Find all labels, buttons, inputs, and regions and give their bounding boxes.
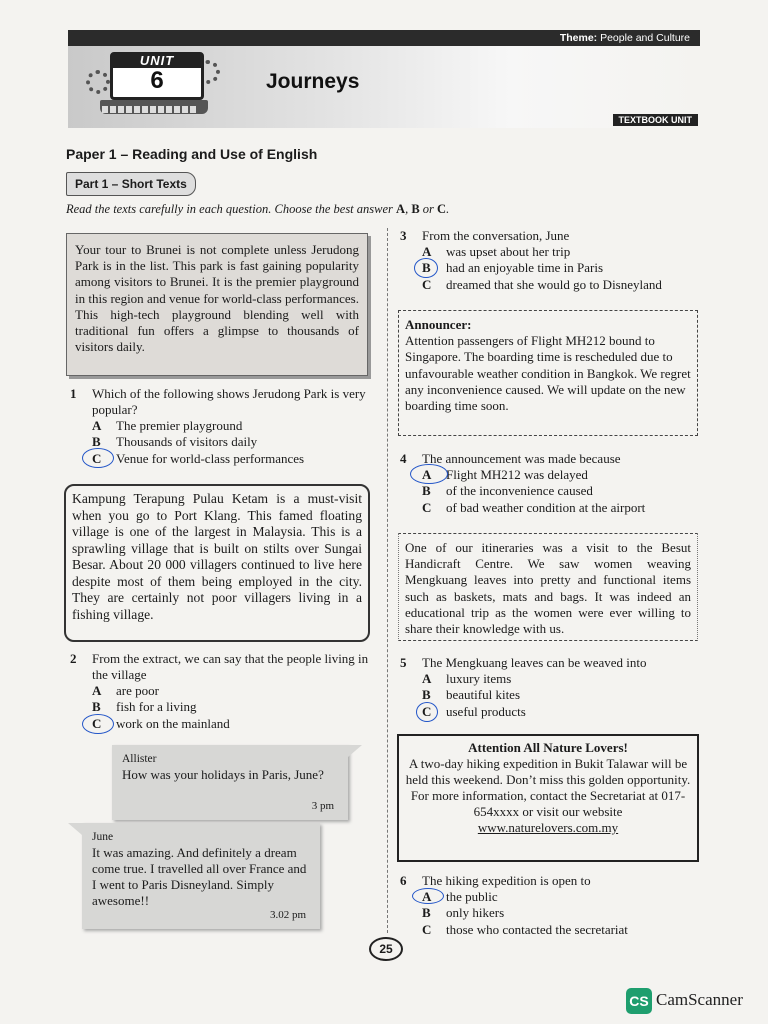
option-b[interactable]: B Thousands of visitors daily — [92, 434, 258, 450]
option-a[interactable]: A the public — [422, 889, 700, 905]
sender-name: Allister — [122, 753, 157, 765]
theme-label: Theme: People and Culture — [559, 32, 690, 44]
message-time: 3 pm — [311, 800, 334, 812]
answer-mark-circle — [412, 888, 444, 904]
unit-number: 6 — [150, 67, 164, 94]
option-a[interactable]: A The premier playground — [92, 418, 243, 433]
option-b[interactable]: B fish for a living — [92, 699, 197, 715]
text-nature-lovers — [397, 734, 699, 862]
paper-title: Paper 1 – Reading and Use of English — [66, 146, 318, 162]
announcer-body: Attention passengers of Flight MH212 bound to Singapore. The boarding time is rescheduled due to unfavourable weather condition in Bangkok. We regret any inconvenience caused. We will update on the new boarding time soon. — [405, 333, 691, 414]
page-number: 25 — [369, 937, 403, 961]
camscanner-text: CamScanner — [656, 990, 743, 1009]
laptop-icon — [98, 50, 228, 118]
question-2: 2 From the extract, we can say that the people living in the village A are poor B fish for a living C work on the mainland — [70, 651, 370, 732]
question-stem: From the conversation, June — [422, 228, 570, 243]
option-a[interactable]: A Flight MH212 was delayed — [422, 467, 700, 483]
option-b[interactable]: B beautiful kites — [422, 687, 521, 703]
notice-body: A two-day hiking expedition in Bukit Talawar will be held this weekend. Don’t miss this golden opportunity. For more information, contact the Secretariat at 017-654xxxx or visit our website — [405, 756, 691, 819]
message-time: 3.02 pm — [269, 909, 306, 921]
question-3: 3 From the conversation, June A was upset about her trip B had an enjoyable time in Paris C dreamed that she would go to Disneyland — [400, 228, 700, 293]
textbook-unit-tag: TEXTBOOK UNIT — [613, 114, 699, 126]
question-1: 1 Which of the following shows Jerudong Park is very popular? A The premier playground B Thousands of visitors daily C Venue for world-class performances — [70, 386, 370, 467]
question-4: 4 The announcement was made because A Flight MH212 was delayed B of the inconvenience caused C of bad weather condition at the airport — [400, 451, 700, 516]
part-label: Part 1 – Short Texts — [66, 172, 196, 196]
question-stem: From the extract, we can say that the people living in the village — [92, 651, 369, 682]
unit-header — [68, 30, 700, 128]
option-b[interactable]: B only hikers — [422, 905, 505, 921]
unit-title: Journeys — [266, 70, 360, 93]
text-kampung: Kampung Terapung Pulau Ketam is a must-visit when you go to Port Klang. This famed floating village is one of the largest in Malaysia. This is a sprawling village that is built on stilts over Sungai Besar. About 20 000 villagers continued to live here despite most of them being employed in the city. They are certainly not poor villagers living in a fishing village. — [64, 484, 370, 642]
option-a[interactable]: A was upset about her trip — [422, 244, 571, 259]
chat-bubble-june — [82, 823, 320, 929]
question-stem: The Mengkuang leaves can be weaved into — [422, 655, 647, 670]
instructions: Read the texts carefully in each question. Choose the best answer A, B or C. — [66, 202, 450, 216]
camscanner-logo-icon: CS — [626, 988, 652, 1014]
option-c[interactable]: C of bad weather condition at the airport — [422, 499, 646, 515]
gear-icon — [86, 70, 110, 94]
option-c[interactable]: C those who contacted the secretariat — [422, 921, 628, 937]
unit-word: UNIT — [113, 53, 201, 68]
question-stem: The announcement was made because — [422, 451, 621, 466]
option-a[interactable]: A luxury items — [422, 671, 512, 686]
column-divider — [387, 228, 388, 933]
question-stem: Which of the following shows Jerudong Park is very popular? — [92, 386, 366, 417]
answer-mark-circle — [416, 702, 438, 722]
keyboard-icon — [100, 100, 208, 114]
chat-bubble-allister — [112, 745, 348, 820]
text-besut: One of our itineraries was a visit to the Besut Handicraft Centre. We saw women weaving Mengkuang leaves into pretty and functional items such as baskets, mats and bags. It was indeed an educational trip as the women were ever willing to share their knowledge with us. — [398, 533, 698, 641]
option-c[interactable]: C useful products — [422, 704, 700, 720]
option-b[interactable]: B of the inconvenience caused — [422, 483, 593, 499]
website-link[interactable]: www.naturelovers.com.my — [477, 820, 619, 835]
answer-mark-circle — [82, 714, 114, 734]
option-c[interactable]: C work on the mainland — [92, 716, 370, 732]
question-stem: The hiking expedition is open to — [422, 873, 591, 888]
option-b[interactable]: B had an enjoyable time in Paris — [422, 260, 700, 276]
unit-badge — [110, 52, 204, 100]
option-a[interactable]: A are poor — [92, 683, 159, 698]
message-text: It was amazing. And definitely a dream come true. I travelled all over France and I went to Paris Disneyland. Simply awesome!! — [92, 845, 307, 908]
sender-name: June — [92, 831, 114, 843]
answer-mark-circle — [410, 464, 448, 484]
question-5: 5 The Mengkuang leaves can be weaved into A luxury items B beautiful kites C useful products — [400, 655, 700, 720]
option-c[interactable]: C Venue for world-class performances — [92, 451, 370, 467]
text-brunei: Your tour to Brunei is not complete unless Jerudong Park is in the list. This park is fast gaining popularity among visitors to Brunei. It is the premier playground in this region and venue for world-class performances. This high-tech playground blending well with traditional fun offers a glimpse to thousands of visitors daily. — [66, 233, 368, 376]
notice-heading: Attention All Nature Lovers! — [468, 740, 628, 755]
text-announcer — [398, 310, 698, 436]
option-c[interactable]: C dreamed that she would go to Disneyland — [422, 276, 662, 292]
announcer-heading: Announcer: — [405, 317, 472, 332]
question-6: 6 The hiking expedition is open to A the public B only hikers C those who contacted the secretariat — [400, 873, 700, 938]
answer-mark-circle — [82, 448, 114, 468]
message-text: How was your holidays in Paris, June? — [122, 767, 324, 782]
